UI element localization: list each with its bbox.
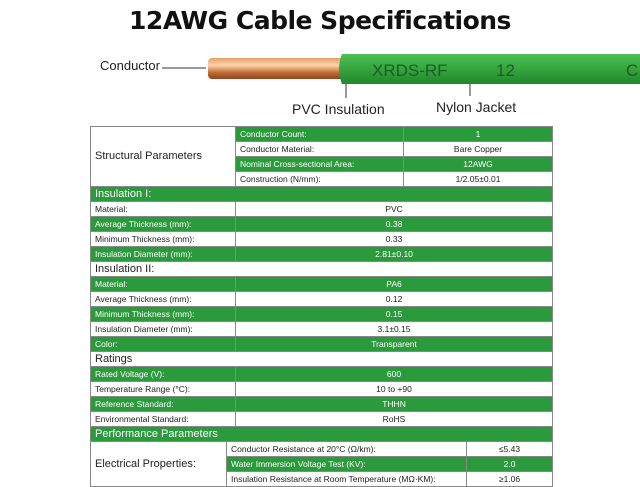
table-row — [91, 367, 553, 382]
section-header — [91, 262, 553, 277]
table-row — [91, 292, 553, 307]
structural-parameters-label: Structural Parameters — [91, 127, 236, 187]
spec-value: RoHS — [236, 412, 553, 427]
spec-value: ≥1.06 — [467, 472, 553, 487]
spec-value: 0.12 — [236, 292, 553, 307]
spec-value: 1/2.05±0.01 — [404, 172, 553, 187]
spec-name: Temperature Range (°C): — [91, 382, 236, 397]
table-row — [91, 277, 553, 292]
jacket-print-3: C — [626, 61, 639, 80]
spec-name: Insulation Resistance at Room Temperature (MΩ·KM): — [227, 472, 467, 487]
jacket-print: XRDS-RF — [372, 61, 448, 80]
spec-name: Conductor Count: — [236, 127, 404, 142]
performance-header: Performance Parameters — [91, 427, 553, 442]
spec-name: Average Thickness (mm): — [91, 217, 236, 232]
table-row — [91, 202, 553, 217]
spec-value: 12AWG — [404, 157, 553, 172]
electrical-properties-label: Electrical Properties: — [91, 442, 227, 487]
spec-name: Material: — [91, 277, 236, 292]
section-header — [91, 187, 553, 202]
spec-value: PA6 — [236, 277, 553, 292]
spec-value: Transparent — [236, 337, 553, 352]
spec-value: 2.0 — [467, 457, 553, 472]
table-row — [91, 247, 553, 262]
spec-name: Reference Standard: — [91, 397, 236, 412]
spec-value: 0.38 — [236, 217, 553, 232]
spec-name: Minimum Thickness (mm): — [91, 307, 236, 322]
ratings-header: Ratings — [91, 352, 553, 367]
spec-name: Insulation Diameter (mm): — [91, 247, 236, 262]
spec-value: 10 to +90 — [236, 382, 553, 397]
spec-name: Average Thickness (mm): — [91, 292, 236, 307]
spec-name: Nominal Cross-sectional Area: — [236, 157, 404, 172]
spec-name: Environmental Standard: — [91, 412, 236, 427]
spec-name: Material: — [91, 202, 236, 217]
pvc-insulation-label: PVC Insulation — [292, 101, 385, 117]
spec-value: ≤5.43 — [467, 442, 553, 457]
table-row — [91, 337, 553, 352]
spec-name: Color: — [91, 337, 236, 352]
spec-name: Construction (N/mm): — [236, 172, 404, 187]
conductor-label: Conductor — [100, 58, 160, 73]
insulation-2-header: Insulation II: — [91, 262, 553, 277]
table-row — [91, 307, 553, 322]
table-row — [91, 382, 553, 397]
jacket-print-2: 12 — [496, 61, 515, 80]
spec-value: THHN — [236, 397, 553, 412]
spec-name: Water Immersion Voltage Test (KV): — [227, 457, 467, 472]
spec-name: Minimum Thickness (mm): — [91, 232, 236, 247]
spec-value: 3.1±0.15 — [236, 322, 553, 337]
spec-name: Rated Voltage (V): — [91, 367, 236, 382]
spec-name: Insulation Diameter (mm): — [91, 322, 236, 337]
spec-name: Conductor Resistance at 20°C (Ω/km): — [227, 442, 467, 457]
spec-value: 1 — [404, 127, 553, 142]
spec-value: PVC — [236, 202, 553, 217]
spec-value: 2.81±0.10 — [236, 247, 553, 262]
table-row — [91, 397, 553, 412]
table-row — [91, 232, 553, 247]
insulation-1-header: Insulation I: — [91, 187, 553, 202]
nylon-jacket-label: Nylon Jacket — [436, 99, 517, 115]
table-row — [91, 322, 553, 337]
spec-name: Conductor Material: — [236, 142, 404, 157]
spec-table — [90, 126, 553, 487]
conductor-copper — [208, 58, 348, 79]
spec-value: Bare Copper — [404, 142, 553, 157]
table-row — [91, 127, 553, 142]
spec-value: 600 — [236, 367, 553, 382]
section-header — [91, 427, 553, 442]
table-row — [91, 412, 553, 427]
table-row — [91, 217, 553, 232]
page-title: 12AWG Cable Specifications — [129, 6, 511, 35]
section-header — [91, 352, 553, 367]
table-row — [91, 442, 553, 457]
spec-value: 0.15 — [236, 307, 553, 322]
spec-value: 0.33 — [236, 232, 553, 247]
